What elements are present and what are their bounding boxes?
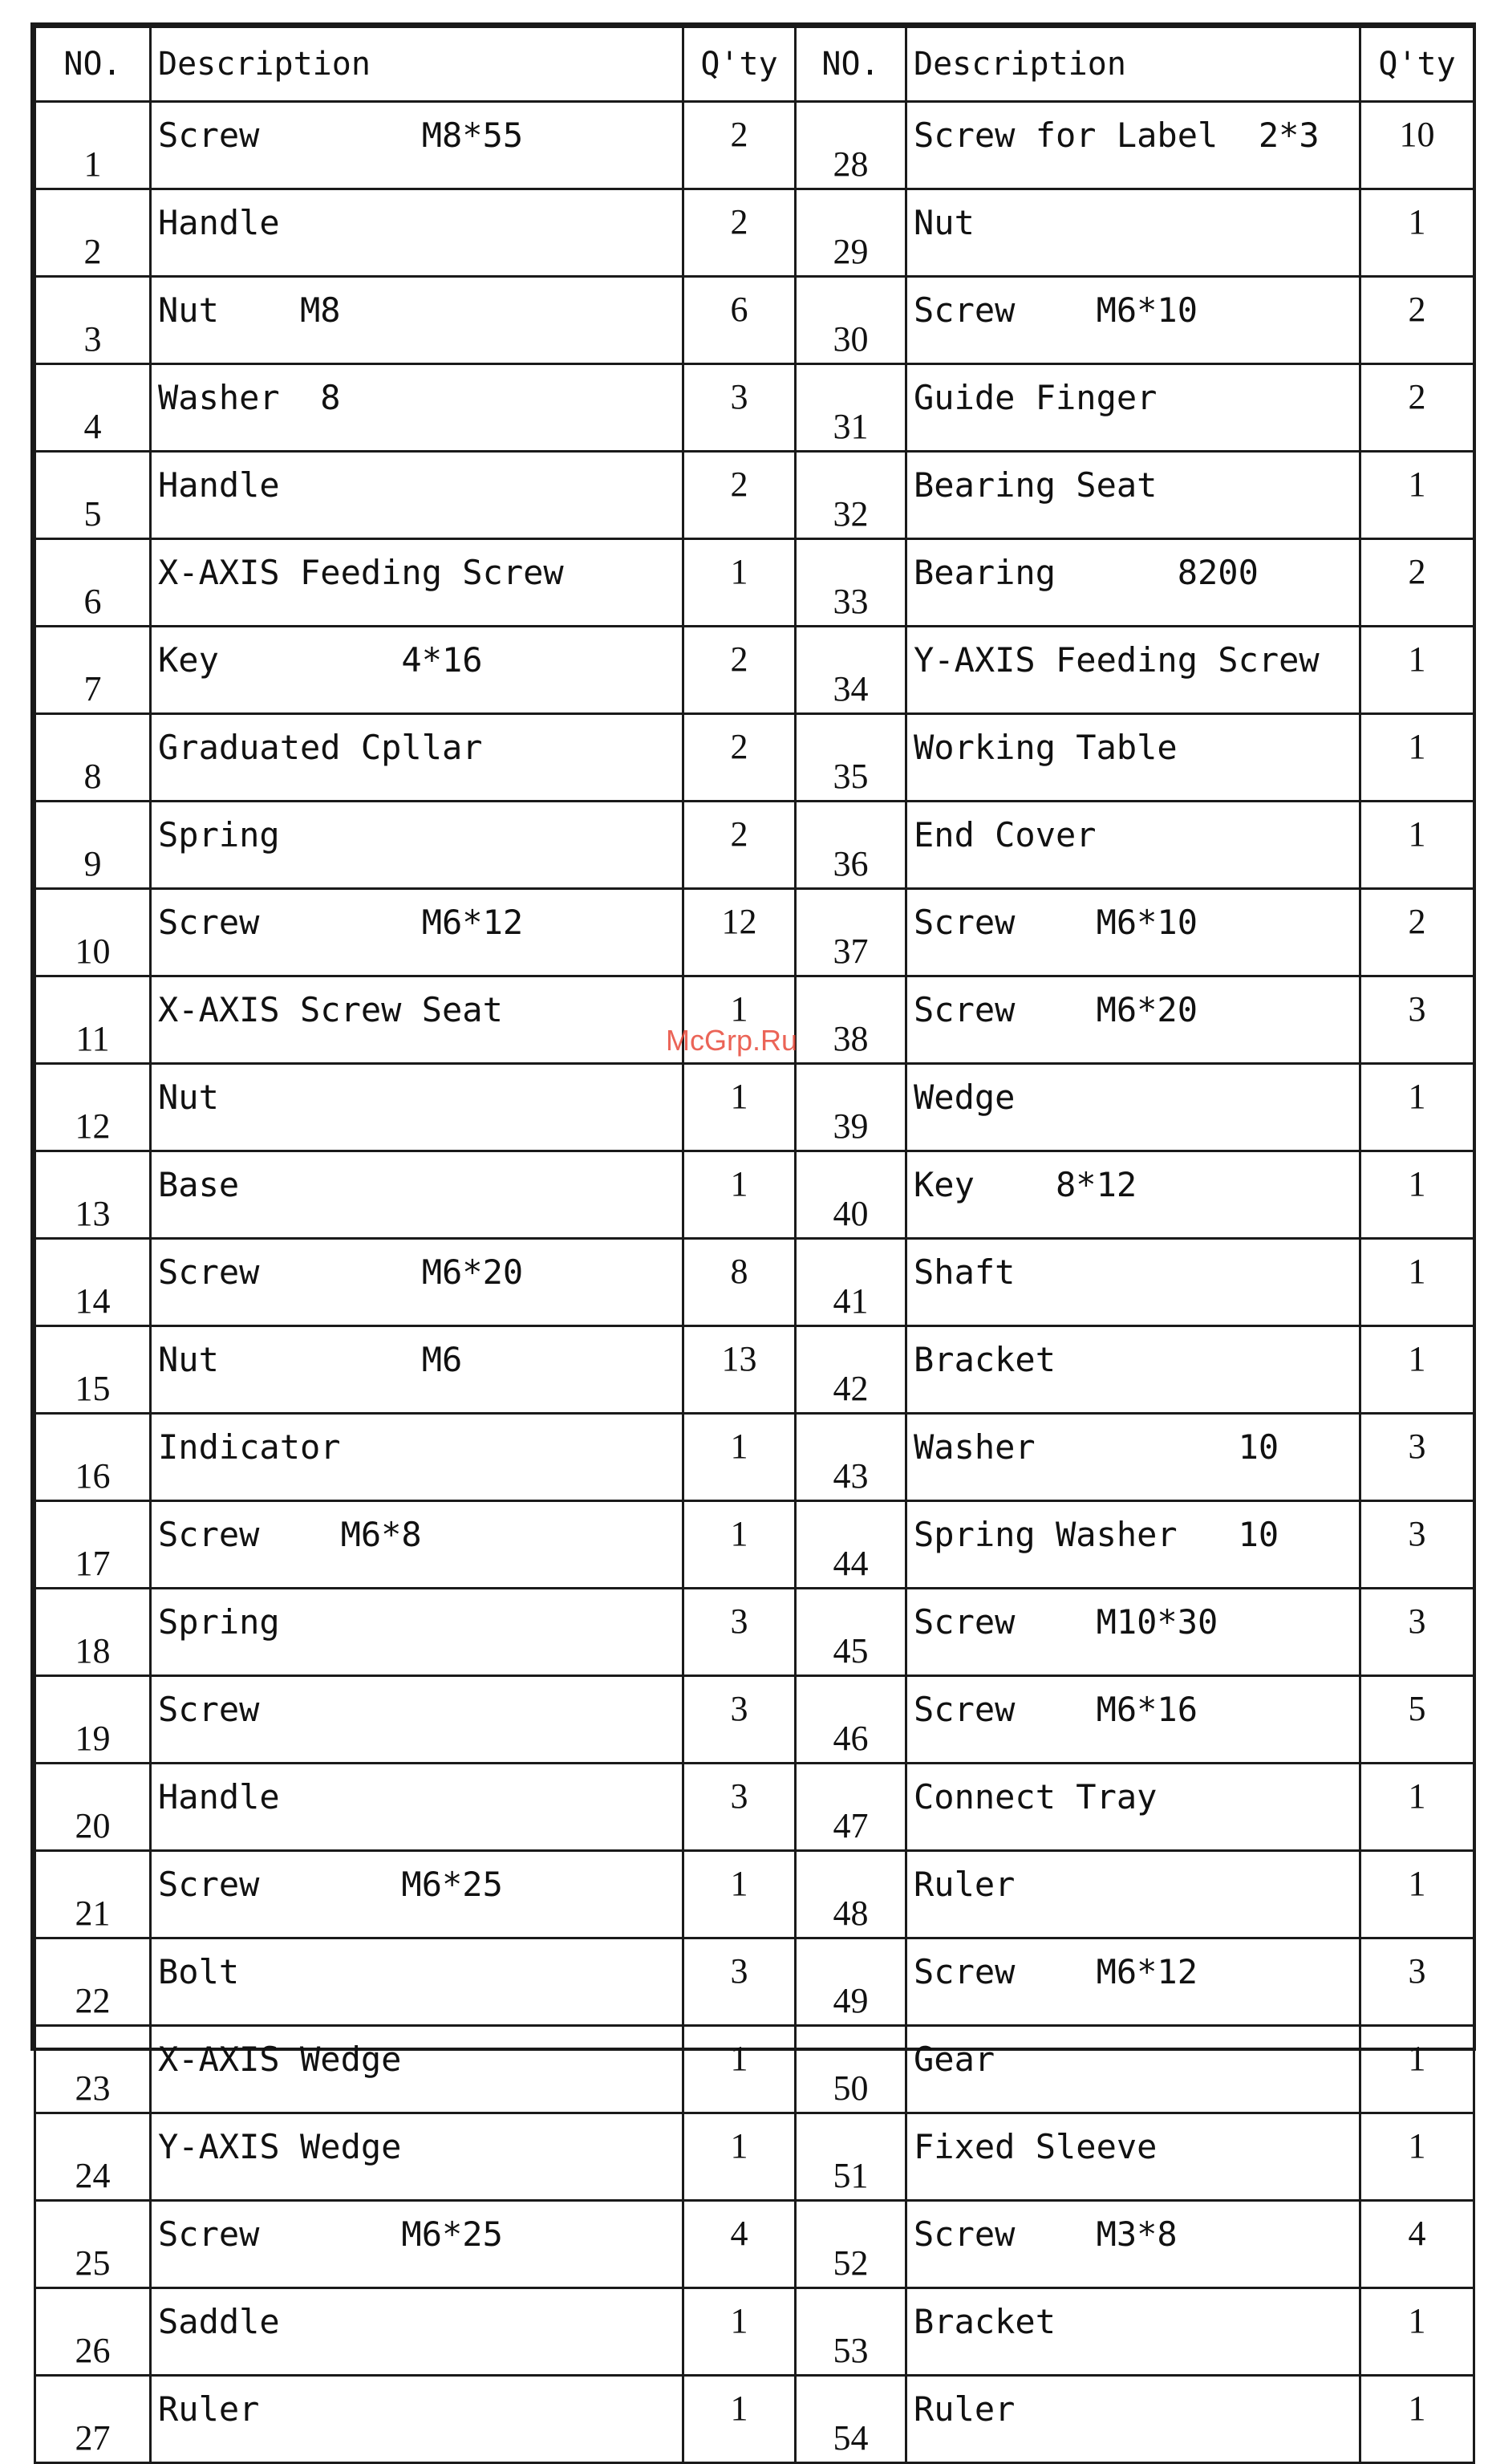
part-number-cell: 9: [35, 802, 151, 889]
table-row: [35, 1589, 1474, 1676]
part-number-cell: 1: [35, 102, 151, 189]
part-quantity-cell: 1: [683, 1064, 796, 1151]
part-quantity-cell: 1: [683, 1851, 796, 1938]
part-number-cell: 13: [35, 1151, 151, 1239]
table-row: [35, 1851, 1474, 1938]
part-description-cell: Washer 8: [151, 364, 683, 452]
part-quantity-cell: 1: [683, 1151, 796, 1239]
part-quantity-cell: 2: [1360, 539, 1474, 627]
part-quantity-cell: 1: [683, 2026, 796, 2113]
part-number-cell: 15: [35, 1326, 151, 1414]
table-row: [35, 1676, 1474, 1764]
header-no-right: NO.: [796, 27, 906, 102]
part-quantity-cell: 3: [683, 1589, 796, 1676]
part-description-cell: Fixed Sleeve: [906, 2113, 1360, 2201]
part-number-cell: 53: [796, 2288, 906, 2376]
part-description-cell: Screw M6*20: [906, 976, 1360, 1064]
part-quantity-cell: 1: [1360, 2026, 1474, 2113]
part-description-cell: X-AXIS Screw Seat: [151, 976, 683, 1064]
part-number-cell: 22: [35, 1938, 151, 2026]
part-number-cell: 32: [796, 452, 906, 539]
part-number-cell: 18: [35, 1589, 151, 1676]
part-quantity-cell: 2: [1360, 889, 1474, 976]
part-quantity-cell: 3: [1360, 1938, 1474, 2026]
table-row: [35, 2113, 1474, 2201]
part-description-cell: Working Table: [906, 714, 1360, 802]
part-description-cell: Screw M6*20: [151, 1239, 683, 1326]
part-number-cell: 16: [35, 1414, 151, 1501]
table-row: [35, 102, 1474, 189]
part-quantity-cell: 2: [683, 452, 796, 539]
part-quantity-cell: 1: [1360, 1764, 1474, 1851]
parts-table-body: [35, 102, 1474, 2463]
part-number-cell: 49: [796, 1938, 906, 2026]
part-quantity-cell: 2: [683, 102, 796, 189]
watermark: McGrp.Ru: [666, 1024, 798, 1057]
part-number-cell: 6: [35, 539, 151, 627]
part-description-cell: Ruler: [906, 1851, 1360, 1938]
part-description-cell: Handle: [151, 1764, 683, 1851]
part-quantity-cell: 8: [683, 1239, 796, 1326]
part-quantity-cell: 4: [683, 2201, 796, 2288]
part-quantity-cell: 1: [683, 1501, 796, 1589]
part-quantity-cell: 3: [1360, 1501, 1474, 1589]
part-description-cell: Connect Tray: [906, 1764, 1360, 1851]
part-quantity-cell: 1: [683, 539, 796, 627]
part-description-cell: Screw M6*16: [906, 1676, 1360, 1764]
table-row: [35, 1151, 1474, 1239]
part-description-cell: Screw M6*25: [151, 1851, 683, 1938]
part-quantity-cell: 1: [1360, 2113, 1474, 2201]
part-number-cell: 17: [35, 1501, 151, 1589]
table-row: [35, 2376, 1474, 2463]
part-description-cell: X-AXIS Wedge: [151, 2026, 683, 2113]
table-row: [35, 889, 1474, 976]
part-quantity-cell: 1: [1360, 714, 1474, 802]
part-quantity-cell: 2: [683, 627, 796, 714]
part-number-cell: 45: [796, 1589, 906, 1676]
part-number-cell: 4: [35, 364, 151, 452]
part-quantity-cell: 13: [683, 1326, 796, 1414]
part-number-cell: 34: [796, 627, 906, 714]
part-number-cell: 30: [796, 277, 906, 364]
part-number-cell: 11: [35, 976, 151, 1064]
part-number-cell: 14: [35, 1239, 151, 1326]
part-number-cell: 54: [796, 2376, 906, 2463]
part-number-cell: 36: [796, 802, 906, 889]
table-row: [35, 1938, 1474, 2026]
part-description-cell: Gear: [906, 2026, 1360, 2113]
part-number-cell: 35: [796, 714, 906, 802]
part-number-cell: 39: [796, 1064, 906, 1151]
table-row: [35, 364, 1474, 452]
part-description-cell: Wedge: [906, 1064, 1360, 1151]
part-description-cell: Screw M8*55: [151, 102, 683, 189]
part-number-cell: 24: [35, 2113, 151, 2201]
part-number-cell: 19: [35, 1676, 151, 1764]
header-qty-left: Q'ty: [683, 27, 796, 102]
part-number-cell: 48: [796, 1851, 906, 1938]
table-row: [35, 1326, 1474, 1414]
part-description-cell: Base: [151, 1151, 683, 1239]
part-description-cell: End Cover: [906, 802, 1360, 889]
part-quantity-cell: 5: [1360, 1676, 1474, 1764]
part-quantity-cell: 2: [1360, 364, 1474, 452]
part-quantity-cell: 3: [683, 364, 796, 452]
part-number-cell: 23: [35, 2026, 151, 2113]
part-number-cell: 31: [796, 364, 906, 452]
part-description-cell: Screw: [151, 1676, 683, 1764]
table-row: [35, 714, 1474, 802]
part-description-cell: Screw M6*12: [151, 889, 683, 976]
part-number-cell: 29: [796, 189, 906, 277]
part-description-cell: Saddle: [151, 2288, 683, 2376]
header-description-right: Description: [906, 27, 1360, 102]
part-number-cell: 33: [796, 539, 906, 627]
part-quantity-cell: 1: [683, 1414, 796, 1501]
table-row: [35, 1764, 1474, 1851]
part-quantity-cell: 1: [1360, 627, 1474, 714]
table-row: [35, 2026, 1474, 2113]
part-number-cell: 51: [796, 2113, 906, 2201]
part-number-cell: 28: [796, 102, 906, 189]
part-description-cell: Y-AXIS Feeding Screw: [906, 627, 1360, 714]
part-description-cell: Bracket: [906, 2288, 1360, 2376]
header-no-left: NO.: [35, 27, 151, 102]
part-number-cell: 40: [796, 1151, 906, 1239]
part-number-cell: 12: [35, 1064, 151, 1151]
part-description-cell: Nut M8: [151, 277, 683, 364]
part-number-cell: 7: [35, 627, 151, 714]
part-number-cell: 26: [35, 2288, 151, 2376]
part-quantity-cell: 1: [1360, 2376, 1474, 2463]
table-row: [35, 2288, 1474, 2376]
table-row: [35, 802, 1474, 889]
part-quantity-cell: 2: [683, 802, 796, 889]
table-row: [35, 1501, 1474, 1589]
part-description-cell: Spring Washer 10: [906, 1501, 1360, 1589]
part-description-cell: Y-AXIS Wedge: [151, 2113, 683, 2201]
part-number-cell: 38: [796, 976, 906, 1064]
part-quantity-cell: 1: [683, 2288, 796, 2376]
table-row: [35, 277, 1474, 364]
part-quantity-cell: 1: [1360, 452, 1474, 539]
part-description-cell: Spring: [151, 802, 683, 889]
part-quantity-cell: 1: [1360, 1151, 1474, 1239]
part-quantity-cell: 3: [683, 1764, 796, 1851]
part-number-cell: 52: [796, 2201, 906, 2288]
header-qty-right: Q'ty: [1360, 27, 1474, 102]
parts-table: [34, 26, 1475, 2464]
part-quantity-cell: 3: [1360, 1589, 1474, 1676]
part-number-cell: 3: [35, 277, 151, 364]
table-row: [35, 1064, 1474, 1151]
part-description-cell: Key 8*12: [906, 1151, 1360, 1239]
table-row: [35, 1239, 1474, 1326]
part-description-cell: Screw M6*12: [906, 1938, 1360, 2026]
part-number-cell: 41: [796, 1239, 906, 1326]
part-number-cell: 47: [796, 1764, 906, 1851]
part-number-cell: 42: [796, 1326, 906, 1414]
part-description-cell: Nut: [151, 1064, 683, 1151]
part-number-cell: 5: [35, 452, 151, 539]
part-description-cell: Bearing 8200: [906, 539, 1360, 627]
part-description-cell: Indicator: [151, 1414, 683, 1501]
part-quantity-cell: 1: [1360, 2288, 1474, 2376]
part-number-cell: 2: [35, 189, 151, 277]
table-row: [35, 1414, 1474, 1501]
part-quantity-cell: 2: [683, 189, 796, 277]
part-quantity-cell: 1: [683, 2113, 796, 2201]
part-number-cell: 50: [796, 2026, 906, 2113]
part-quantity-cell: 1: [1360, 1064, 1474, 1151]
part-quantity-cell: 1: [1360, 1851, 1474, 1938]
part-description-cell: Screw M6*10: [906, 277, 1360, 364]
part-quantity-cell: 1: [683, 976, 796, 1064]
part-description-cell: Bolt: [151, 1938, 683, 2026]
part-quantity-cell: 12: [683, 889, 796, 976]
part-description-cell: Screw M6*25: [151, 2201, 683, 2288]
part-description-cell: Ruler: [906, 2376, 1360, 2463]
part-description-cell: Handle: [151, 189, 683, 277]
part-number-cell: 44: [796, 1501, 906, 1589]
part-quantity-cell: 3: [1360, 1414, 1474, 1501]
part-quantity-cell: 1: [1360, 1326, 1474, 1414]
part-description-cell: Screw for Label 2*3: [906, 102, 1360, 189]
table-row: [35, 539, 1474, 627]
part-description-cell: Bearing Seat: [906, 452, 1360, 539]
part-quantity-cell: 10: [1360, 102, 1474, 189]
part-number-cell: 8: [35, 714, 151, 802]
table-row: [35, 452, 1474, 539]
part-description-cell: Key 4*16: [151, 627, 683, 714]
part-quantity-cell: 1: [1360, 1239, 1474, 1326]
part-quantity-cell: 3: [683, 1676, 796, 1764]
part-number-cell: 43: [796, 1414, 906, 1501]
part-number-cell: 21: [35, 1851, 151, 1938]
part-quantity-cell: 6: [683, 277, 796, 364]
part-description-cell: Screw M3*8: [906, 2201, 1360, 2288]
part-number-cell: 25: [35, 2201, 151, 2288]
part-number-cell: 10: [35, 889, 151, 976]
table-row: [35, 2201, 1474, 2288]
part-description-cell: Shaft: [906, 1239, 1360, 1326]
header-description-left: Description: [151, 27, 683, 102]
part-description-cell: Bracket: [906, 1326, 1360, 1414]
part-quantity-cell: 3: [683, 1938, 796, 2026]
part-description-cell: Spring: [151, 1589, 683, 1676]
part-description-cell: Screw M6*8: [151, 1501, 683, 1589]
table-row: [35, 189, 1474, 277]
part-quantity-cell: 2: [1360, 277, 1474, 364]
part-description-cell: X-AXIS Feeding Screw: [151, 539, 683, 627]
part-quantity-cell: 1: [1360, 189, 1474, 277]
part-quantity-cell: 1: [1360, 802, 1474, 889]
part-description-cell: Nut: [906, 189, 1360, 277]
part-description-cell: Guide Finger: [906, 364, 1360, 452]
part-quantity-cell: 2: [683, 714, 796, 802]
part-number-cell: 37: [796, 889, 906, 976]
part-description-cell: Graduated Cpllar: [151, 714, 683, 802]
part-description-cell: Nut M6: [151, 1326, 683, 1414]
table-row: [35, 627, 1474, 714]
part-quantity-cell: 4: [1360, 2201, 1474, 2288]
part-description-cell: Ruler: [151, 2376, 683, 2463]
part-number-cell: 27: [35, 2376, 151, 2463]
part-description-cell: Washer 10: [906, 1414, 1360, 1501]
header-row: [35, 27, 1474, 102]
part-number-cell: 20: [35, 1764, 151, 1851]
part-quantity-cell: 3: [1360, 976, 1474, 1064]
part-quantity-cell: 1: [683, 2376, 796, 2463]
part-description-cell: Screw M10*30: [906, 1589, 1360, 1676]
part-number-cell: 46: [796, 1676, 906, 1764]
part-description-cell: Handle: [151, 452, 683, 539]
part-description-cell: Screw M6*10: [906, 889, 1360, 976]
